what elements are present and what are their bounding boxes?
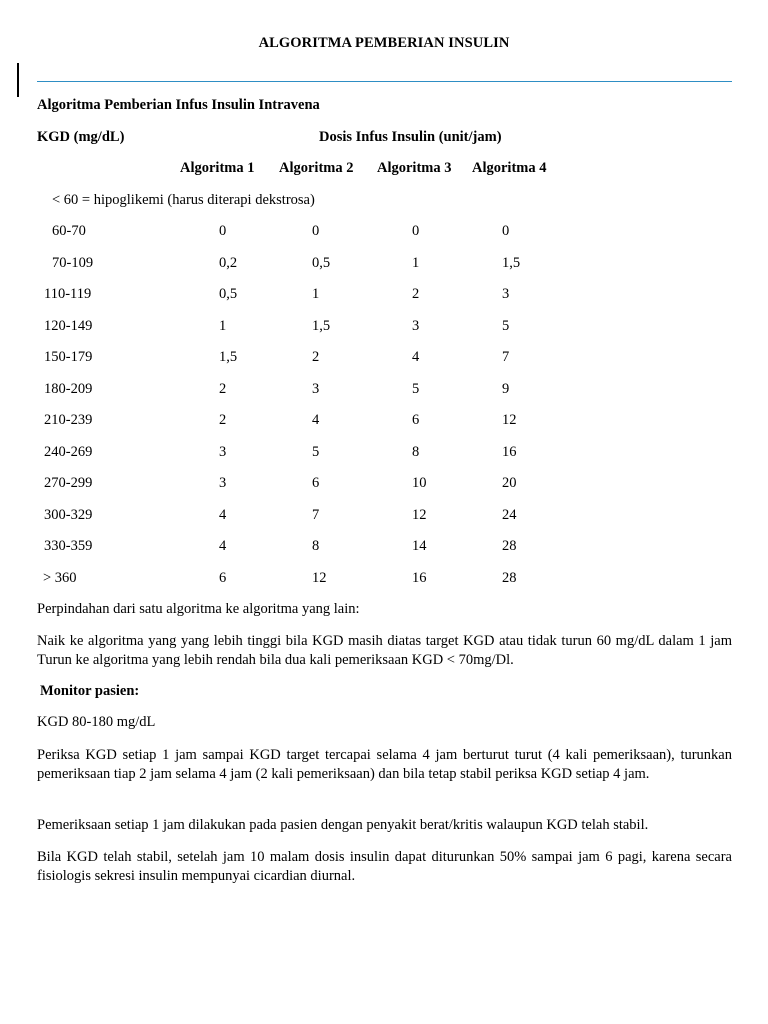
dose-algo-4: 5 [502, 318, 510, 334]
dose-algo-2: 2 [312, 349, 320, 365]
hypoglycemia-note: < 60 = hipoglikemi (harus diterapi dekstrosa) [52, 192, 315, 208]
monitor-paragraph-3: Bila KGD telah stabil, setelah jam 10 malam dosis insulin dapat diturunkan 50% sampai jam 6 pagi, karena secara fisiologis sekresi insulin mempunyai cicardian diurnal. [37, 849, 732, 884]
dose-algo-1: 2 [219, 412, 227, 428]
dose-algo-4: 20 [502, 475, 517, 491]
kgd-range: 120-149 [44, 318, 93, 334]
dose-algo-4: 0 [502, 223, 510, 239]
dose-algo-2: 12 [312, 570, 327, 586]
dose-algo-1: 6 [219, 570, 227, 586]
dose-algo-1: 0,5 [219, 286, 238, 302]
dose-algo-1: 0 [219, 223, 227, 239]
dose-algo-3: 8 [412, 444, 420, 460]
dose-column-header: Dosis Infus Insulin (unit/jam) [319, 129, 502, 145]
kgd-range: 210-239 [44, 412, 93, 428]
section-heading: Algoritma Pemberian Infus Insulin Intravena [37, 97, 320, 113]
monitor-paragraph-2: Pemeriksaan setiap 1 jam dilakukan pada pasien dengan penyakit berat/kritis walaupun KGD telah stabil. [37, 817, 649, 833]
dose-algo-4: 3 [502, 286, 510, 302]
kgd-range: 240-269 [44, 444, 93, 460]
algo-header-2: Algoritma 2 [279, 160, 354, 176]
dose-algo-3: 2 [412, 286, 420, 302]
algo-header-1: Algoritma 1 [180, 160, 255, 176]
dose-algo-2: 7 [312, 507, 320, 523]
kgd-range: 300-329 [44, 507, 93, 523]
algo-header-3: Algoritma 3 [377, 160, 452, 176]
dose-algo-4: 12 [502, 412, 517, 428]
dose-algo-4: 7 [502, 349, 510, 365]
switch-heading: Perpindahan dari satu algoritma ke algoritma yang lain: [37, 601, 360, 617]
dose-algo-2: 6 [312, 475, 320, 491]
dose-algo-1: 4 [219, 538, 227, 554]
kgd-column-header: KGD (mg/dL) [37, 129, 125, 145]
dose-algo-1: 2 [219, 381, 227, 397]
dose-algo-2: 3 [312, 381, 320, 397]
switch-paragraph: Naik ke algoritma yang yang lebih tinggi bila KGD masih diatas target KGD atau tidak turun 60 mg/dL dalam 1 jam Turun ke algoritma yang lebih rendah bila dua kali pemeriksaan KGD < 70mg/Dl. [37, 633, 732, 668]
monitor-paragraph-1: Periksa KGD setiap 1 jam sampai KGD target tercapai selama 4 jam berturut turut (4 kali pemeriksaan), turunkan pemeriksaan tiap 2 jam selama 4 jam (2 kali pemeriksaan) dan bila tetap stabil periksa KGD setiap 4 jam. [37, 747, 732, 782]
dose-algo-4: 1,5 [502, 255, 521, 271]
document-title: ALGORITMA PEMBERIAN INSULIN [258, 35, 510, 51]
dose-algo-4: 24 [502, 507, 517, 523]
kgd-range: 180-209 [44, 381, 93, 397]
dose-algo-3: 3 [412, 318, 420, 334]
kgd-range: 60-70 [52, 223, 86, 239]
dose-algo-3: 0 [412, 223, 420, 239]
dose-algo-4: 28 [502, 570, 517, 586]
dose-algo-2: 1 [312, 286, 320, 302]
dose-algo-3: 6 [412, 412, 420, 428]
dose-algo-3: 12 [412, 507, 427, 523]
kgd-range: 330-359 [44, 538, 93, 554]
dose-algo-4: 16 [502, 444, 517, 460]
dose-algo-1: 3 [219, 444, 227, 460]
dose-algo-1: 1 [219, 318, 227, 334]
dose-algo-1: 3 [219, 475, 227, 491]
dose-algo-3: 5 [412, 381, 420, 397]
dose-algo-2: 0,5 [312, 255, 331, 271]
text-cursor [17, 63, 19, 97]
dose-algo-3: 16 [412, 570, 427, 586]
dose-algo-1: 0,2 [219, 255, 238, 271]
dose-algo-4: 28 [502, 538, 517, 554]
dose-algo-2: 0 [312, 223, 320, 239]
dose-algo-2: 8 [312, 538, 320, 554]
dose-algo-3: 1 [412, 255, 420, 271]
monitor-heading: Monitor pasien: [40, 683, 140, 699]
kgd-range: > 360 [43, 570, 77, 586]
algo-header-4: Algoritma 4 [472, 160, 547, 176]
dose-algo-3: 10 [412, 475, 427, 491]
dose-algo-2: 1,5 [312, 318, 331, 334]
kgd-range: 150-179 [44, 349, 93, 365]
monitor-target: KGD 80-180 mg/dL [37, 714, 156, 730]
dose-algo-2: 5 [312, 444, 320, 460]
dose-algo-4: 9 [502, 381, 510, 397]
horizontal-rule [37, 81, 732, 82]
dose-algo-1: 4 [219, 507, 227, 523]
dose-algo-3: 4 [412, 349, 420, 365]
kgd-range: 110-119 [44, 286, 92, 302]
dose-algo-1: 1,5 [219, 349, 238, 365]
dose-algo-3: 14 [412, 538, 427, 554]
kgd-range: 270-299 [44, 475, 93, 491]
kgd-range: 70-109 [52, 255, 94, 271]
dose-algo-2: 4 [312, 412, 320, 428]
